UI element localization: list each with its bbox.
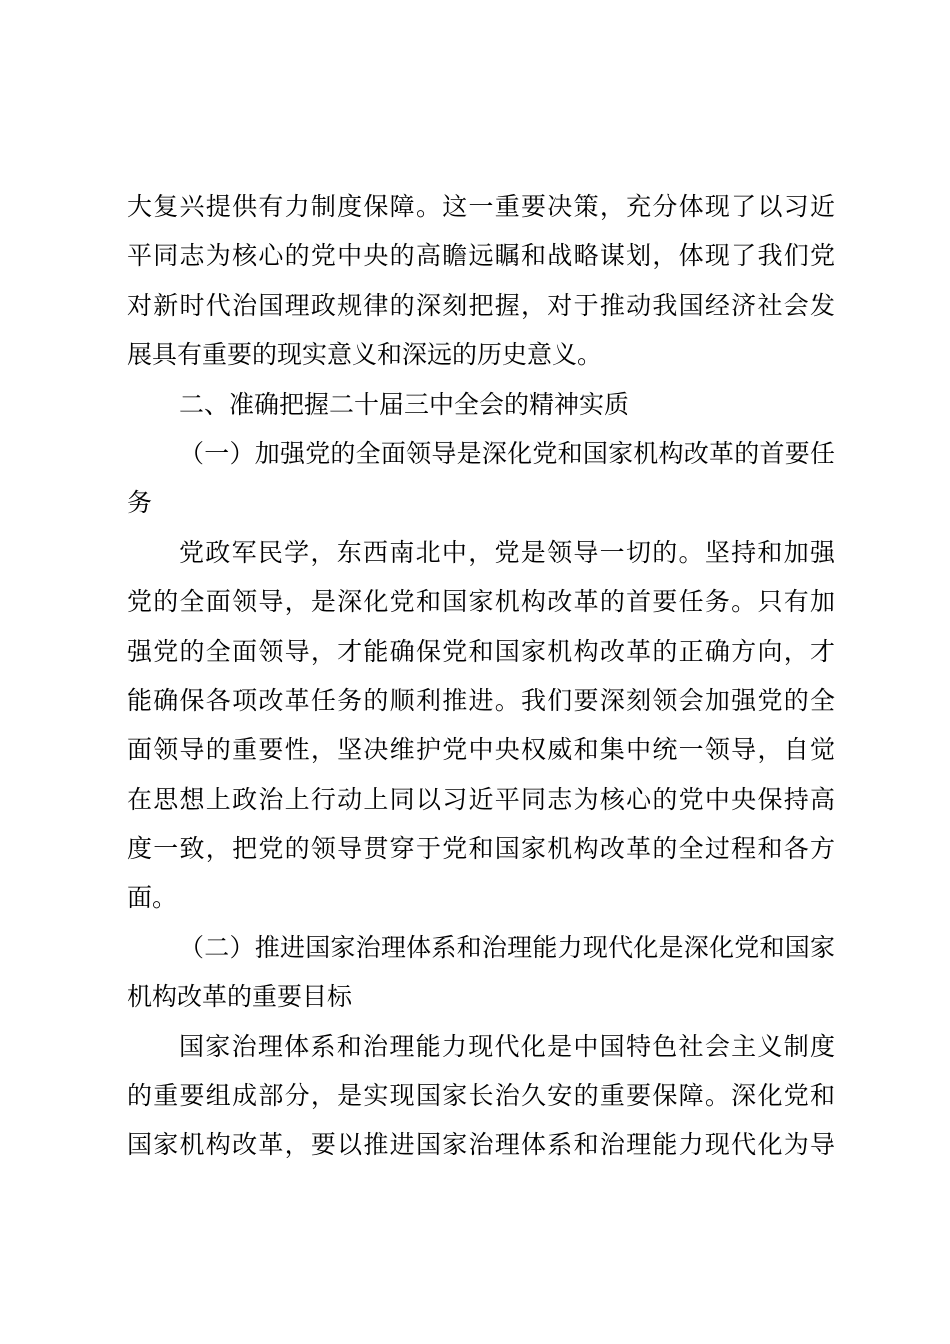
paragraph-line: 强党的全面领导，才能确保党和国家机构改革的正确方向，才 [127,636,835,666]
paragraph-line: 度一致，把党的领导贯穿于党和国家机构改革的全过程和各方 [127,834,835,864]
subsection-heading-line: （二）推进国家治理体系和治理能力现代化是深化党和国家 [179,932,835,962]
subsection-heading-line: （一）加强党的全面领导是深化党和国家机构改革的首要任 [179,438,835,468]
paragraph-line: 展具有重要的现实意义和深远的历史意义。 [127,340,603,370]
paragraph-line: 面领导的重要性，坚决维护党中央权威和集中统一领导，自觉 [127,735,835,765]
paragraph-line: 党的全面领导，是深化党和国家机构改革的首要任务。只有加 [127,587,835,617]
paragraph-line: 的重要组成部分，是实现国家长治久安的重要保障。深化党和 [127,1081,835,1111]
document-body [127,182,835,1170]
paragraph-line: 对新时代治国理政规律的深刻把握，对于推动我国经济社会发 [127,290,835,320]
paragraph-line: 能确保各项改革任务的顺利推进。我们要深刻领会加强党的全 [127,685,835,715]
paragraph-line: 面。 [127,883,178,913]
paragraph-line: 党政军民学，东西南北中，党是领导一切的。坚持和加强 [179,537,835,567]
section-heading: 二、准确把握二十届三中全会的精神实质 [179,389,630,419]
paragraph-line: 大复兴提供有力制度保障。这一重要决策，充分体现了以习近 [127,192,835,221]
subsection-heading-line: 机构改革的重要目标 [127,982,353,1012]
paragraph-line: 在思想上政治上行动上同以习近平同志为核心的党中央保持高 [127,784,835,814]
paragraph-line: 国家治理体系和治理能力现代化是中国特色社会主义制度 [179,1031,835,1061]
paragraph-line: 国家机构改革，要以推进国家治理体系和治理能力现代化为导 [127,1130,835,1160]
paragraph-line: 平同志为核心的党中央的高瞻远瞩和战略谋划，体现了我们党 [127,241,835,271]
subsection-heading-line: 务 [127,488,153,518]
